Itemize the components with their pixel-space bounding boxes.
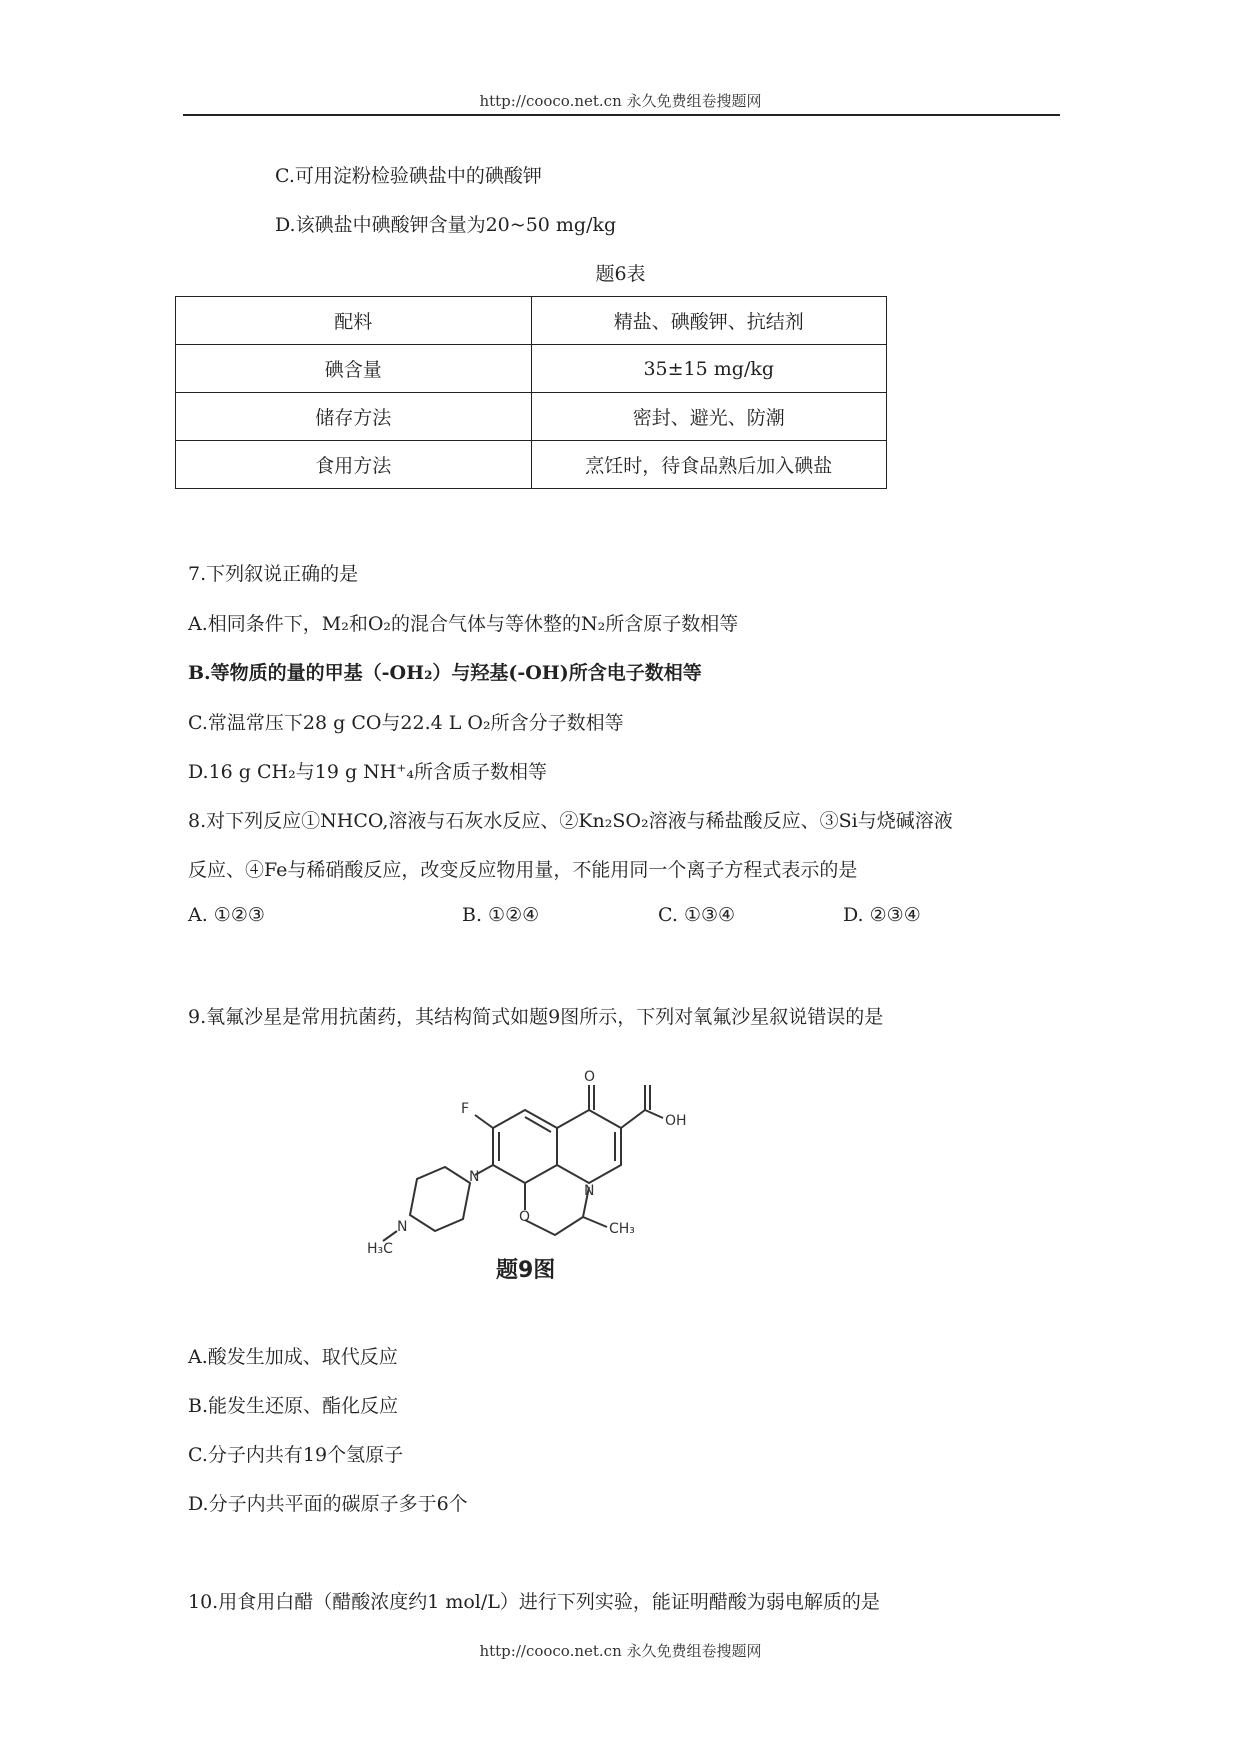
iodized-salt-table xyxy=(175,296,887,489)
q8-stem-line2: 反应、④Fe与稀硝酸反应，改变反应物用量，不能用同一个离子方程式表示的是 xyxy=(188,859,858,881)
atom-label: F xyxy=(461,1101,470,1117)
atom-label: N xyxy=(584,1183,595,1199)
fluoro-bond xyxy=(475,1115,493,1128)
benzene-ring xyxy=(493,1110,557,1183)
carboxyl-bond xyxy=(621,1110,645,1128)
q7-option-c: C.常温常压下28 g CO与22.4 L O₂所含分子数相等 xyxy=(188,712,624,734)
atom-label: O xyxy=(584,1069,596,1085)
q10-stem: 10.用食用白醋（醋酸浓度约1 mol/L）进行下列实验，能证明醋酸为弱电解质的是 xyxy=(188,1591,880,1613)
q9-option-c: C.分子内共有19个氢原子 xyxy=(188,1444,404,1466)
q8-option-b: B. ①②④ xyxy=(462,904,540,926)
table6-caption: 题6表 xyxy=(595,263,646,285)
q9-option-b: B.能发生还原、酯化反应 xyxy=(188,1395,399,1417)
table-cell-value: 烹饪时，待食品熟后加入碘盐 xyxy=(531,441,887,489)
q9-option-d: D.分子内共平面的碳原子多于6个 xyxy=(188,1493,468,1515)
q6-option-c: C.可用淀粉检验碘盐中的碘酸钾 xyxy=(275,165,542,187)
table-row xyxy=(176,441,887,489)
piperazine-ring xyxy=(410,1167,470,1231)
q9-option-a: A.酸发生加成、取代反应 xyxy=(188,1346,398,1368)
table-cell-label: 储存方法 xyxy=(176,393,532,441)
atom-label: H₃C xyxy=(367,1241,393,1257)
q9-stem: 9.氧氟沙星是常用抗菌药，其结构简式如题9图所示，下列对氧氟沙星叙说错误的是 xyxy=(188,1006,884,1028)
page-footer: http://cooco.net.cn 永久免费组卷搜题网 xyxy=(479,1642,762,1660)
header-rule xyxy=(183,114,1060,116)
table-row xyxy=(176,393,887,441)
q8-option-a: A. ①②③ xyxy=(188,904,265,926)
table-cell-label: 配料 xyxy=(176,297,532,345)
table-row xyxy=(176,345,887,393)
table-cell-value: 密封、避光、防潮 xyxy=(531,393,887,441)
atom-label: N xyxy=(469,1169,480,1185)
q7-option-d: D.16 g CH₂与19 g NH⁺₄所含质子数相等 xyxy=(188,761,547,783)
methyl-bond xyxy=(583,1217,607,1227)
methyl-bond xyxy=(383,1231,397,1241)
pyridone-ring xyxy=(557,1110,621,1183)
q8-option-c: C. ①③④ xyxy=(658,904,736,926)
table-cell-label: 碘含量 xyxy=(176,345,532,393)
table-cell-label: 食用方法 xyxy=(176,441,532,489)
q7-stem: 7.下列叙说正确的是 xyxy=(188,563,359,585)
q6-option-d: D.该碘盐中碘酸钾含量为20~50 mg/kg xyxy=(275,214,617,236)
figure9-caption: 题9图 xyxy=(496,1258,556,1283)
q7-option-b: B.等物质的量的甲基（-OH₂）与羟基(-OH)所含电子数相等 xyxy=(188,662,702,684)
ring-double-bond xyxy=(525,1117,551,1132)
ofloxacin-structure-figure xyxy=(367,1055,705,1275)
oxazine-ring xyxy=(525,1187,589,1235)
table-cell-value: 精盐、碘酸钾、抗结剂 xyxy=(531,297,887,345)
atom-label: N xyxy=(397,1219,408,1235)
atom-label: O xyxy=(519,1209,531,1225)
carboxyl-oh-bond xyxy=(645,1110,663,1118)
page-header: http://cooco.net.cn 永久免费组卷搜题网 xyxy=(479,92,762,110)
q8-option-d: D. ②③④ xyxy=(843,904,921,926)
atom-label: CH₃ xyxy=(609,1221,635,1237)
atom-label: OH xyxy=(665,1113,687,1129)
q8-stem-line1: 8.对下列反应①NHCO,溶液与石灰水反应、②Kn₂SO₂溶液与稀盐酸反应、③Si与烧碱溶液 xyxy=(188,810,953,832)
table-cell-value: 35±15 mg/kg xyxy=(531,345,887,393)
q7-option-a: A.相同条件下，M₂和O₂的混合气体与等休整的N₂所含原子数相等 xyxy=(188,613,739,635)
table-row xyxy=(176,297,887,345)
